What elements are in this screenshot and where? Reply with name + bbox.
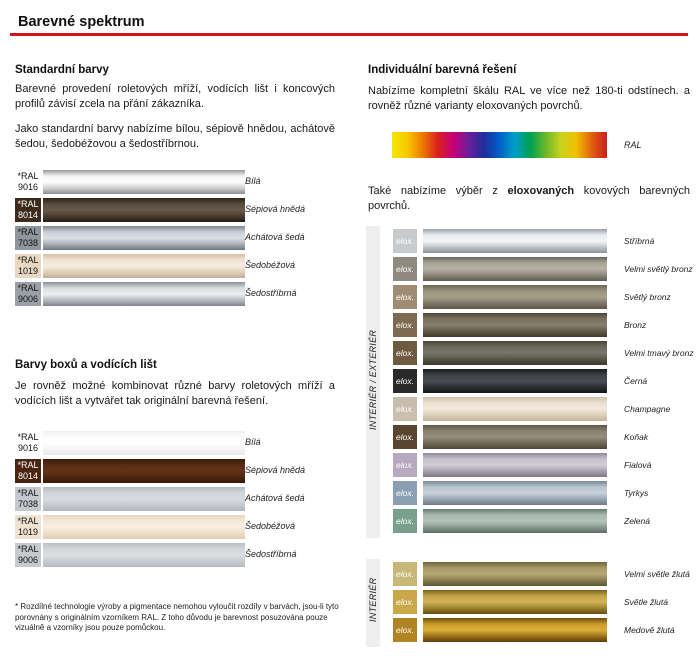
standard-colors-text-1: Barevné provedení roletových mříží, vodících lišt i koncových profilů závisí zcela na přání zákazníka.	[15, 83, 335, 110]
elox-tag: elox.	[393, 453, 417, 477]
elox-sample-bar	[423, 397, 607, 421]
color-sample-bar	[43, 515, 245, 539]
elox-sample-bar	[423, 453, 607, 477]
color-name-label: Sépiová hnědá	[245, 465, 306, 475]
ral-code-tag	[15, 282, 41, 306]
ral-number: 8014	[17, 471, 39, 481]
color-sample-bar	[43, 282, 245, 306]
ral-spectrum-bar	[392, 132, 607, 158]
elox-swatch-row	[393, 341, 698, 365]
ral-prefix: *RAL	[17, 516, 39, 526]
elox-sample-bar	[423, 618, 607, 642]
footnote: * Rozdílné technologie výroby a pigmentace nemohou vyloučit rozdíly v barvách, jsou-li tyto porovnány s originálním vzorníkem RAL. Z toho důvodu je barevnost posuzována pouze vizuálně a vzorníky jsou pouze pomůckou.	[15, 602, 339, 632]
elox-swatch-row	[393, 229, 698, 253]
elox-sample-bar	[423, 562, 607, 586]
color-name-label: Šedostříbrná	[245, 549, 297, 559]
elox-swatch-row	[393, 285, 698, 309]
elox-intro-text	[368, 184, 690, 214]
elox-tag: elox.	[393, 425, 417, 449]
box-colors-heading: Barvy boxů a vodících lišt	[15, 359, 157, 371]
elox-swatch-row	[393, 509, 698, 533]
color-sample-bar	[43, 170, 245, 194]
elox-swatch-row	[393, 590, 698, 614]
elox-swatch-row	[393, 313, 698, 337]
elox-color-label: Velmi světlý bronz	[624, 264, 693, 274]
ral-code-tag	[15, 198, 41, 222]
interior-label: INTERIÉR	[368, 577, 378, 622]
elox-sample-bar	[423, 509, 607, 533]
ral-code-tag	[15, 431, 41, 455]
color-sample-bar	[43, 431, 245, 455]
ral-code-tag	[15, 226, 41, 250]
elox-sample-bar	[423, 369, 607, 393]
ral-code-tag	[15, 170, 41, 194]
elox-color-label: Stříbrná	[624, 236, 655, 246]
ral-prefix: *RAL	[17, 488, 39, 498]
elox-color-label: Velmi světle žlutá	[624, 569, 690, 579]
elox-intro-bold: eloxovaných	[507, 185, 575, 197]
color-swatch-row	[15, 459, 335, 483]
elox-sample-bar	[423, 313, 607, 337]
color-name-label: Sépiová hnědá	[245, 204, 306, 214]
elox-color-label: Medově žlutá	[624, 625, 675, 635]
elox-color-label: Bronz	[624, 320, 647, 330]
standard-colors-text-2: Jako standardní barvy nabízíme bílou, sépiově hnědou, achátově šedou, šedobéžovou a šedostříbrnou.	[15, 123, 335, 150]
color-name-label: Šedobéžová	[245, 260, 296, 270]
ral-code-tag	[15, 459, 41, 483]
elox-tag: elox.	[393, 285, 417, 309]
elox-color-label: Světle žlutá	[624, 597, 668, 607]
elox-color-label: Tyrkys	[624, 488, 649, 498]
elox-swatch-row	[393, 618, 698, 642]
ral-prefix: *RAL	[17, 227, 39, 237]
ral-number: 9006	[17, 555, 39, 565]
page-title: Barevné spektrum	[18, 14, 145, 30]
elox-tag: elox.	[393, 481, 417, 505]
color-name-label: Achátová šedá	[245, 493, 305, 503]
color-swatch-row	[15, 170, 335, 194]
ral-prefix: *RAL	[17, 460, 39, 470]
color-swatch-row	[15, 515, 335, 539]
ral-number: 7038	[17, 499, 39, 509]
color-name-label: Achátová šedá	[245, 232, 305, 242]
elox-sample-bar	[423, 257, 607, 281]
elox-tag: elox.	[393, 313, 417, 337]
elox-tag: elox.	[393, 397, 417, 421]
ral-prefix: *RAL	[17, 199, 39, 209]
ral-number: 8014	[17, 210, 39, 220]
color-swatch-row	[15, 543, 335, 567]
color-sample-bar	[43, 198, 245, 222]
ral-prefix: *RAL	[17, 255, 39, 265]
elox-color-label: Koňak	[624, 432, 649, 442]
color-swatch-row	[15, 198, 335, 222]
elox-color-label: Velmi tmavý bronz	[624, 348, 694, 358]
elox-swatch-row	[393, 562, 698, 586]
color-swatch-row	[15, 282, 335, 306]
color-name-label: Bílá	[245, 437, 261, 447]
elox-tag: elox.	[393, 562, 417, 586]
elox-sample-bar	[423, 425, 607, 449]
elox-tag: elox.	[393, 509, 417, 533]
color-swatch-row	[15, 254, 335, 278]
ral-prefix: *RAL	[17, 283, 39, 293]
elox-swatch-row	[393, 425, 698, 449]
box-colors-text: Je rovněž možné kombinovat různé barvy roletových mříží a vodících lišt a vytvářet tak originální barevná řešení.	[15, 380, 335, 407]
color-sample-bar	[43, 459, 245, 483]
elox-color-label: Černá	[624, 376, 648, 386]
elox-swatch-row	[393, 453, 698, 477]
elox-swatch-row	[393, 257, 698, 281]
ral-number: 9016	[17, 182, 39, 192]
elox-sample-bar	[423, 229, 607, 253]
elox-sample-bar	[423, 590, 607, 614]
elox-swatch-row	[393, 369, 698, 393]
ral-label: RAL	[624, 140, 642, 150]
color-name-label: Bílá	[245, 176, 261, 186]
interior-exterior-label: INTERIÉR / EXTERIÉR	[368, 329, 378, 430]
ral-number: 1019	[17, 266, 39, 276]
standard-colors-heading: Standardní barvy	[15, 64, 109, 76]
elox-tag: elox.	[393, 229, 417, 253]
ral-code-tag	[15, 515, 41, 539]
elox-swatch-row	[393, 481, 698, 505]
elox-tag: elox.	[393, 257, 417, 281]
ral-prefix: *RAL	[17, 432, 39, 442]
color-swatch-row	[15, 431, 335, 455]
ral-number: 9006	[17, 294, 39, 304]
ral-code-tag	[15, 254, 41, 278]
ral-number: 7038	[17, 238, 39, 248]
color-name-label: Šedobéžová	[245, 521, 296, 531]
individual-colors-heading: Individuální barevná řešení	[368, 64, 517, 76]
color-name-label: Šedostříbrná	[245, 288, 297, 298]
ral-code-tag	[15, 543, 41, 567]
elox-sample-bar	[423, 481, 607, 505]
ral-number: 1019	[17, 527, 39, 537]
elox-tag: elox.	[393, 590, 417, 614]
elox-color-label: Fialová	[624, 460, 652, 470]
elox-sample-bar	[423, 341, 607, 365]
elox-intro-post: kovových barevných povrchů.	[368, 185, 691, 212]
elox-color-label: Zelená	[624, 516, 650, 526]
color-swatch-row	[15, 487, 335, 511]
elox-tag: elox.	[393, 341, 417, 365]
elox-tag: elox.	[393, 369, 417, 393]
color-sample-bar	[43, 254, 245, 278]
title-divider	[10, 33, 688, 36]
ral-prefix: *RAL	[17, 544, 39, 554]
color-swatch-row	[15, 226, 335, 250]
elox-sample-bar	[423, 285, 607, 309]
color-sample-bar	[43, 487, 245, 511]
elox-color-label: Světlý bronz	[624, 292, 671, 302]
color-sample-bar	[43, 226, 245, 250]
color-sample-bar	[43, 543, 245, 567]
elox-tag: elox.	[393, 618, 417, 642]
ral-code-tag	[15, 487, 41, 511]
ral-prefix: *RAL	[17, 171, 39, 181]
elox-swatch-row	[393, 397, 698, 421]
individual-colors-text: Nabízíme kompletní škálu RAL ve více než 180-ti odstínech. a rovněž různé varianty eloxovaných povrchů.	[368, 85, 690, 112]
elox-intro-pre: Také nabízíme výběr z	[368, 185, 508, 197]
elox-color-label: Champagne	[624, 404, 671, 414]
ral-number: 9016	[17, 443, 39, 453]
